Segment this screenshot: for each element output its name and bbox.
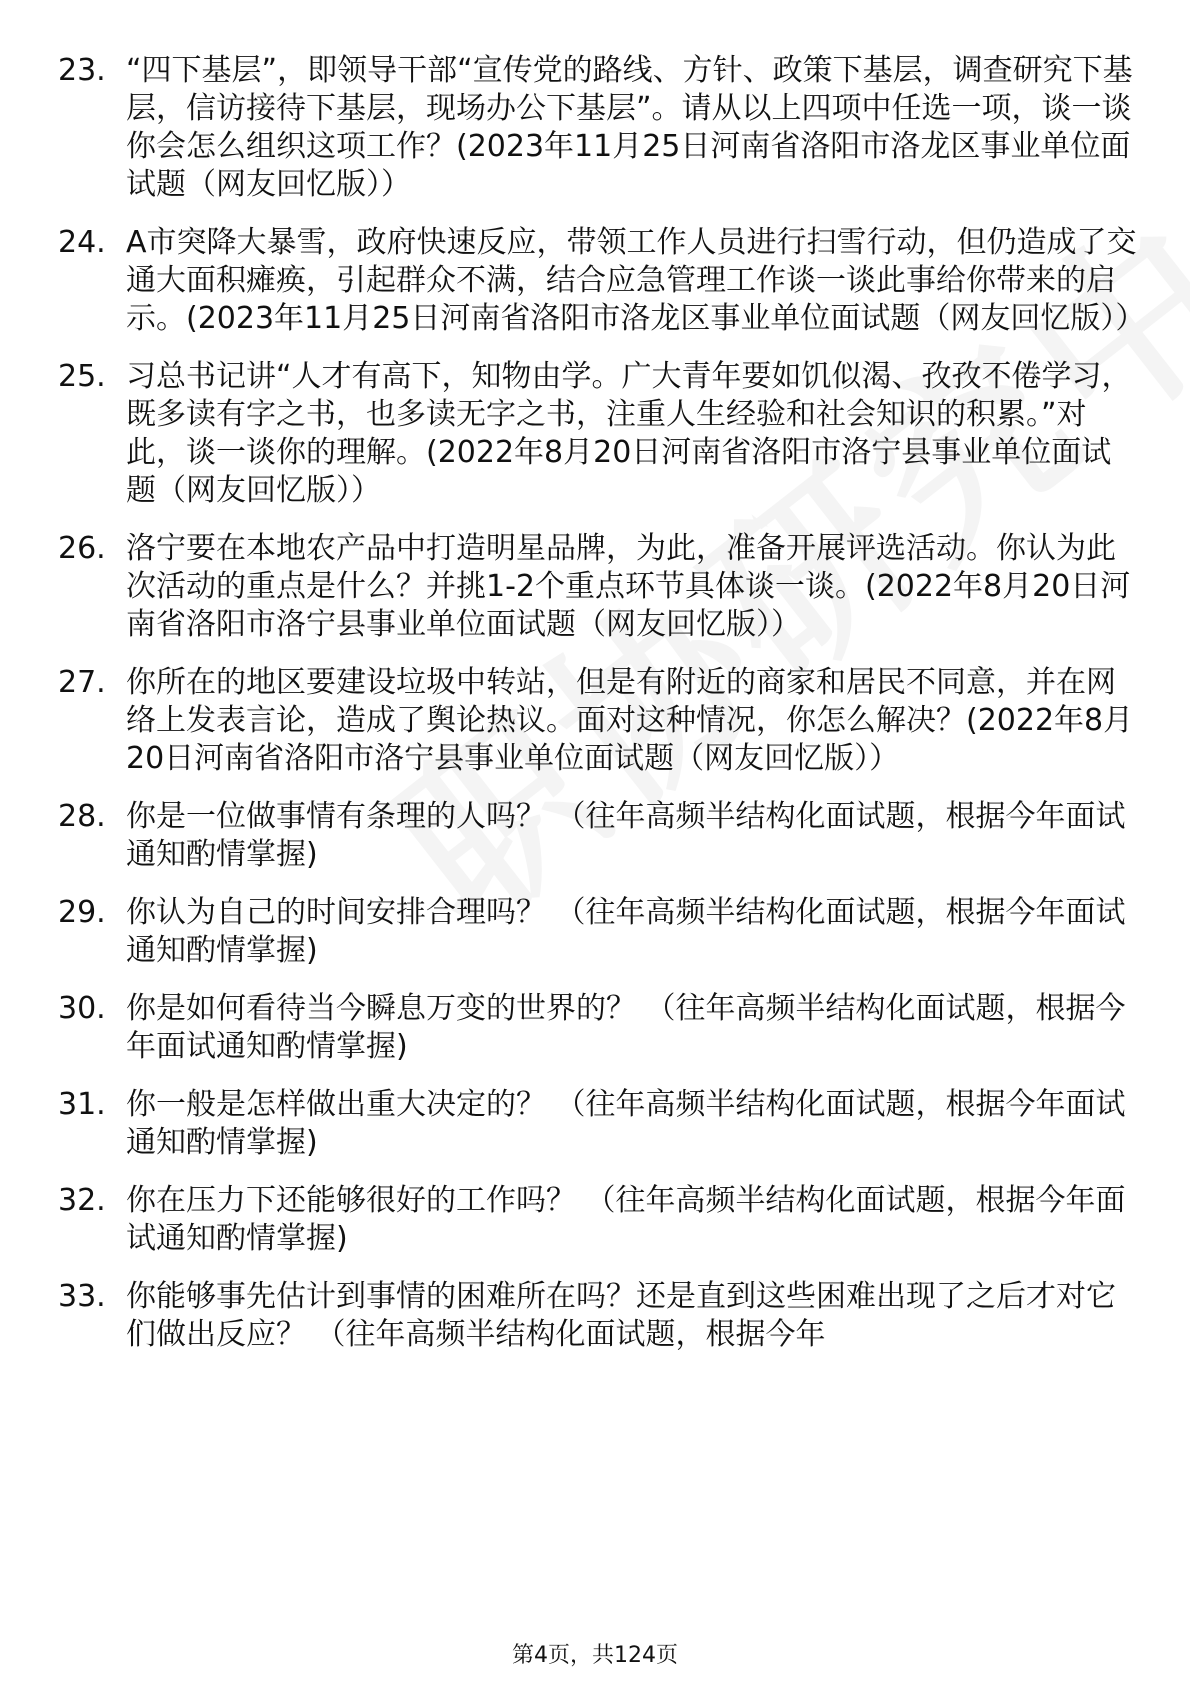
question-text: 你所在的地区要建设垃圾中转站，但是有附近的商家和居民不同意，并在网络上发表言论，造成了舆论热议。面对这种情况，你怎么解决？(2022年8月20日河南省洛阳市洛宁县事业单位面试题（网友回忆版））: [126, 665, 1134, 776]
question-list: [58, 52, 1146, 1374]
question-number: 33.: [58, 1279, 106, 1314]
question-text: 洛宁要在本地农产品中打造明星品牌，为此，准备开展评选活动。你认为此次活动的重点是什么？并挑1-2个重点环节具体谈一谈。(2022年8月20日河南省洛阳市洛宁县事业单位面试题（网友回忆版））: [126, 531, 1131, 642]
question-item: [58, 530, 1138, 644]
question-number: 23.: [58, 53, 106, 88]
question-number: 28.: [58, 799, 106, 834]
question-item: [58, 1182, 1138, 1258]
question-item: [58, 52, 1138, 204]
question-number: 27.: [58, 665, 106, 700]
question-item: [58, 894, 1138, 970]
question-text: “四下基层”，即领导干部“宣传党的路线、方针、政策下基层，调查研究下基层，信访接待下基层，现场办公下基层”。请从以上四项中任选一项，谈一谈你会怎么组织这项工作？(2023年11月25日河南省洛阳市洛龙区事业单位面试题（网友回忆版））: [126, 53, 1133, 202]
question-item: [58, 664, 1138, 778]
question-text: 你是一位做事情有条理的人吗？ （往年高频半结构化面试题，根据今年面试通知酌情掌握): [126, 799, 1126, 872]
question-text: 你认为自己的时间安排合理吗？ （往年高频半结构化面试题，根据今年面试通知酌情掌握): [126, 895, 1126, 968]
question-text: 你是如何看待当今瞬息万变的世界的？ （往年高频半结构化面试题，根据今年面试通知酌情掌握): [126, 991, 1126, 1064]
question-text: A市突降大暴雪，政府快速反应，带领工作人员进行扫雪行动，但仍造成了交通大面积瘫痪，引起群众不满，结合应急管理工作谈一谈此事给你带来的启示。(2023年11月25日河南省洛阳市洛龙区事业单位面试题（网友回忆版））: [126, 225, 1146, 336]
question-text: 你一般是怎样做出重大决定的？ （往年高频半结构化面试题，根据今年面试通知酌情掌握): [126, 1087, 1126, 1160]
question-number: 29.: [58, 895, 106, 930]
question-item: [58, 1086, 1138, 1162]
question-text: 你能够事先估计到事情的困难所在吗？还是直到这些困难出现了之后才对它们做出反应？ （往年高频半结构化面试题，根据今年: [126, 1279, 1116, 1352]
question-number: 30.: [58, 991, 106, 1026]
question-item: [58, 1278, 1138, 1354]
question-text: 习总书记讲“人才有高下，知物由学。广大青年要如饥似渴、孜孜不倦学习，既多读有字之书，也多读无字之书，注重人生经验和社会知识的积累。”对此，谈一谈你的理解。(2022年8月20日河南省洛阳市洛宁县事业单位面试题（网友回忆版））: [126, 359, 1132, 508]
question-number: 24.: [58, 225, 106, 260]
question-text: 你在压力下还能够很好的工作吗？ （往年高频半结构化面试题，根据今年面试通知酌情掌握): [126, 1183, 1126, 1256]
page-footer: 第4页，共124页: [512, 1643, 678, 1668]
question-number: 26.: [58, 531, 106, 566]
question-item: [58, 798, 1138, 874]
question-number: 32.: [58, 1183, 106, 1218]
question-item: [58, 358, 1138, 510]
question-item: [58, 990, 1138, 1066]
question-number: 31.: [58, 1087, 106, 1122]
question-item: [58, 224, 1146, 338]
question-number: 25.: [58, 359, 106, 394]
